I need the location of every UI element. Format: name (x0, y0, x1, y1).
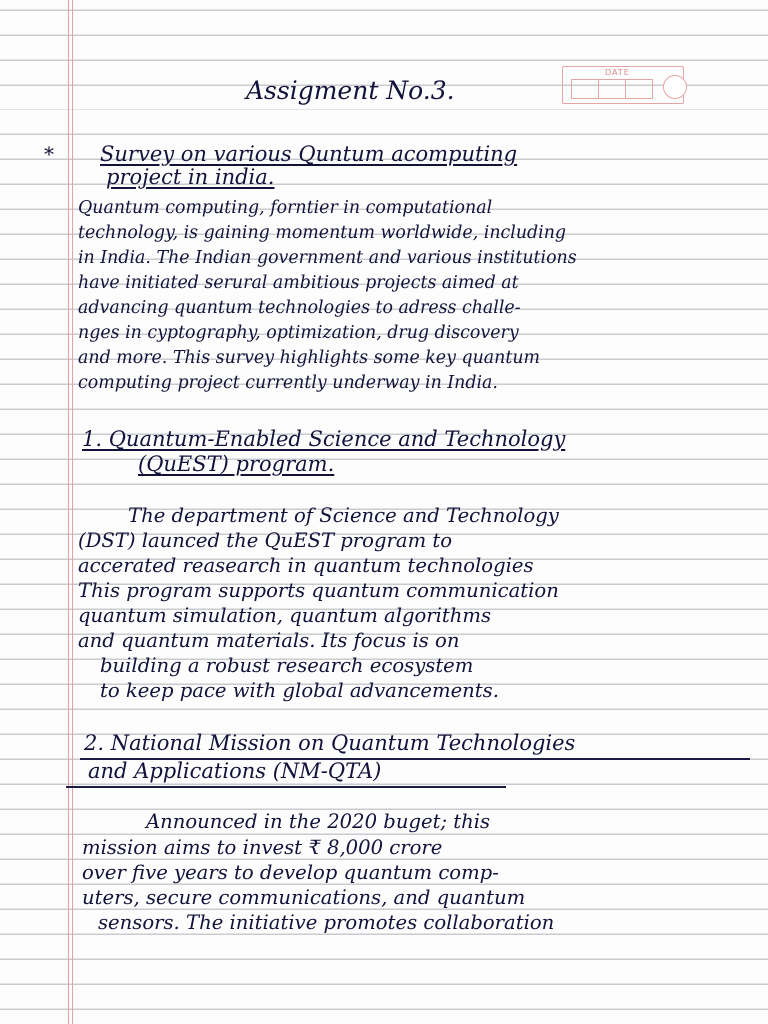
section2-body-line: mission aims to invest ₹ 8,000 crore (82, 836, 443, 859)
margin-line (68, 0, 69, 1024)
survey-heading-line: Survey on various Quntum acomputing (100, 142, 518, 166)
section1-heading-line: (QuEST) program. (138, 452, 335, 476)
margin-line (72, 0, 73, 1024)
section2-heading-line: 2. National Mission on Quantum Technologies (84, 731, 576, 755)
heading-underline (66, 786, 506, 788)
date-cells (571, 79, 653, 99)
section1-heading-line: 1. Quantum-Enabled Science and Technology (82, 427, 566, 451)
section1-body-line: to keep pace with global advancements. (100, 679, 499, 702)
section2-body-line: uters, secure communications, and quantum (82, 886, 526, 909)
section2-body-line: sensors. The initiative promotes collaboration (98, 911, 555, 934)
section1-body-line: accerated reasearch in quantum technologies (78, 554, 534, 577)
section1-body-line: This program supports quantum communication (78, 579, 559, 602)
date-box (562, 66, 684, 104)
intro-line: computing project currently underway in India. (78, 373, 498, 393)
section1-body-line: quantum simulation, quantum algorithms (78, 604, 492, 627)
section2-body-line: Announced in the 2020 buget; this (146, 810, 491, 833)
bullet-star: * (44, 142, 54, 166)
intro-line: advancing quantum technologies to adress challe- (78, 298, 521, 318)
section1-body-line: building a robust research ecosystem (100, 654, 474, 677)
intro-line: Quantum computing, forntier in computational (78, 198, 493, 218)
survey-heading-line: project in india. (106, 165, 275, 189)
binder-hole (663, 75, 687, 99)
section1-body-line: (DST) launced the QuEST program to (78, 529, 453, 552)
intro-line: have initiated serural ambitious projects aimed at (78, 273, 519, 293)
intro-line: in India. The Indian government and various institutions (78, 248, 577, 268)
assignment-title: Assigment No.3. (246, 76, 455, 105)
intro-line: nges in cyptography, optimization, drug discovery (78, 323, 519, 343)
intro-line: technology, is gaining momentum worldwide, including (78, 223, 567, 243)
date-label: DATE (605, 68, 630, 77)
section2-body-line: over five years to develop quantum comp- (82, 861, 499, 884)
section1-body-line: The department of Science and Technology (128, 504, 559, 527)
section1-body-line: and quantum materials. Its focus is on (78, 629, 460, 652)
intro-line: and more. This survey highlights some key quantum (78, 348, 541, 368)
section2-heading-line: and Applications (NM-QTA) (88, 759, 382, 783)
